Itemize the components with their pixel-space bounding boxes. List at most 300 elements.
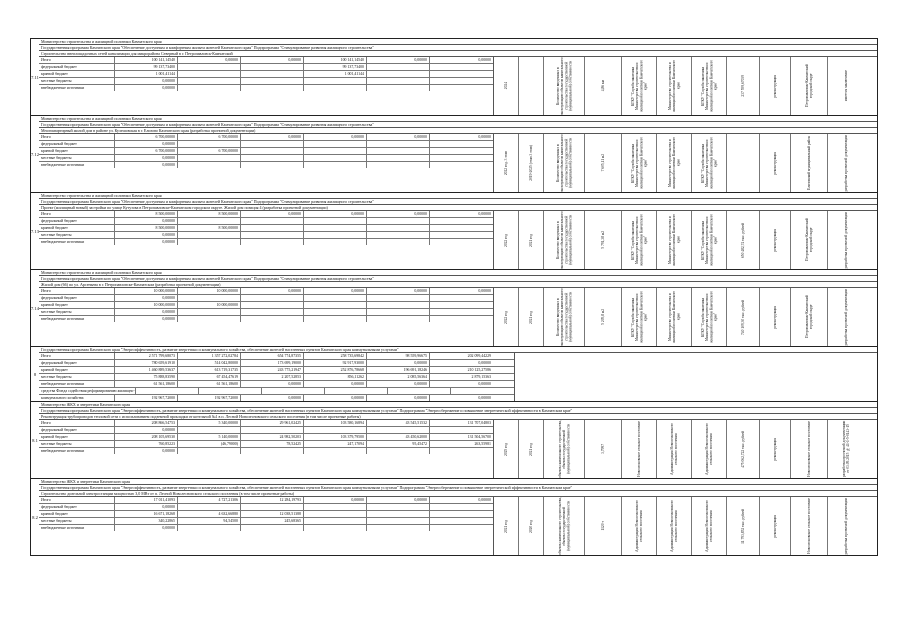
finance-row xyxy=(39,302,493,309)
finance-row xyxy=(39,511,493,518)
attribute-cell xyxy=(622,211,657,269)
finance-row xyxy=(39,134,493,141)
finance-value xyxy=(178,309,241,315)
attribute-text: разработка проектной документации xyxy=(843,288,848,346)
attribute-cell xyxy=(760,134,791,192)
finance-value: 2 085,56364 xyxy=(367,374,430,380)
block-header-line: Министерство ЖКХ и энергетики Камчатского края xyxy=(39,479,877,485)
finance-value: 8 500,00000 xyxy=(178,225,241,231)
attribute-text: Новолесновское сельское поселение xyxy=(636,421,641,477)
finance-value xyxy=(241,504,304,510)
attribute-cell xyxy=(760,288,791,346)
finance-row xyxy=(39,353,514,360)
finance-value: 0,00000 xyxy=(304,381,367,387)
attribute-text: 11 793,852 тыс. рублей xyxy=(740,508,745,544)
block-number: 7.11 xyxy=(31,74,39,80)
attribute-cell xyxy=(791,497,828,555)
attribute-text: Администрация Новолесновского сельского поселения xyxy=(669,423,678,475)
finance-value xyxy=(241,148,304,154)
finance-value: 0,00000 xyxy=(367,211,430,217)
finance-value: 0,00000 xyxy=(241,211,304,217)
finance-value: 0,00000 xyxy=(367,57,430,63)
finance-row xyxy=(39,360,514,367)
finance-value xyxy=(304,295,367,301)
finance-row xyxy=(39,295,493,302)
finance-value xyxy=(178,78,241,84)
finance-value: 0,00000 xyxy=(367,360,430,366)
block-header-line: Министерство строительства и жилищной политики Камчатского края xyxy=(39,116,877,122)
finance-value: 1 460 889,53637 xyxy=(115,367,178,373)
finance-row xyxy=(39,434,493,441)
finance-value xyxy=(367,316,430,322)
attribute-text: КГКУ "Служба заказчика Министерства строительства и жилищной политики Камчатского края" xyxy=(630,290,648,344)
finance-value xyxy=(241,155,304,161)
finance-row xyxy=(39,309,493,316)
finance-value xyxy=(241,85,304,91)
finance-source-label: внебюджетные источники xyxy=(39,448,115,454)
attribute-text: Елизовский муниципальный район xyxy=(806,136,811,190)
finance-value xyxy=(241,218,304,224)
finance-value: 10 000,00000 xyxy=(178,302,241,308)
finance-source-label: Итого xyxy=(39,211,115,217)
attribute-cell xyxy=(657,134,692,192)
block-header-line: Строительство дизельной электростанции мощностью 3,0 МВт от п. Лесной Новолесновского сельского поселения (в том числе проектные работы) xyxy=(39,491,877,497)
finance-value: 0,00000 xyxy=(115,232,178,238)
finance-value: (46,79000) xyxy=(178,441,241,447)
attribute-cell xyxy=(828,497,864,555)
attribute-cell xyxy=(585,288,622,346)
finance-value: 654 774,87355 xyxy=(241,353,304,359)
attribute-cell xyxy=(544,211,585,269)
finance-value xyxy=(430,218,493,224)
finance-row xyxy=(39,381,514,388)
program-block xyxy=(30,39,878,116)
attribute-cell xyxy=(828,134,864,192)
finance-value xyxy=(430,64,493,70)
attribute-cell xyxy=(622,288,657,346)
finance-value: 173 699,19000 xyxy=(241,360,304,366)
finance-value xyxy=(304,141,367,147)
finance-value: 0,00000 xyxy=(241,288,304,294)
finance-value xyxy=(178,448,241,454)
finance-row xyxy=(39,64,493,71)
finance-row xyxy=(39,288,493,295)
finance-value: 613 719,31735 xyxy=(178,367,241,373)
finance-value xyxy=(430,518,493,524)
finance-row xyxy=(39,218,493,225)
attribute-cell xyxy=(585,211,622,269)
finance-source-label: федеральный бюджет xyxy=(39,504,115,510)
finance-row xyxy=(39,148,493,155)
finance-value: 0,00000 xyxy=(304,288,367,294)
attribute-cell xyxy=(494,288,519,346)
finance-value: 0,00000 xyxy=(367,134,430,140)
program-block xyxy=(30,479,878,556)
attribute-text: Администрация Новолесновского сельского поселения xyxy=(634,500,643,552)
finance-value: 2 879,15363 xyxy=(471,375,491,379)
finance-value: 2 571 799,68073 xyxy=(115,353,178,359)
attribute-cell xyxy=(585,57,622,115)
finance-value xyxy=(430,309,493,315)
attribute-cell xyxy=(692,288,727,346)
finance-source-label: Итого xyxy=(39,57,115,63)
finance-value xyxy=(304,239,367,245)
finance-value: 0,00000 xyxy=(478,212,491,216)
finance-value: 0,00000 xyxy=(115,239,178,245)
finance-value xyxy=(367,504,430,510)
finance-value xyxy=(304,225,367,231)
finance-source-label: местные бюджеты xyxy=(39,441,115,447)
finance-value: 5 340,00000 xyxy=(178,420,241,426)
finance-value xyxy=(430,525,493,531)
attribute-cell xyxy=(494,134,519,192)
attribute-text: 5 791,38 м2 xyxy=(600,231,605,249)
finance-value xyxy=(430,85,493,91)
finance-value: 0,00000 xyxy=(478,361,491,365)
attribute-text: реконструкция xyxy=(772,151,777,175)
finance-value: 0,00000 xyxy=(304,395,367,401)
finance-value: 78,52425 xyxy=(241,441,304,447)
finance-value: 0,00000 xyxy=(304,134,367,140)
finance-value xyxy=(241,295,304,301)
block-header-line: Министерство строительства и жилищной политики Камчатского края xyxy=(39,270,877,276)
attribute-text: 5 205,8 м2 xyxy=(600,309,605,325)
finance-value: 192 967,72000 xyxy=(115,395,178,401)
attribute-cell xyxy=(519,497,544,555)
finance-value: 245,68365 xyxy=(241,518,304,524)
attribute-text: 2020 год xyxy=(528,519,533,533)
finance-value xyxy=(367,525,430,531)
finance-value xyxy=(367,148,430,154)
finance-value xyxy=(304,302,367,308)
finance-source-label: Итого xyxy=(39,288,115,294)
finance-value: 8 500,00000 xyxy=(115,225,178,231)
finance-value xyxy=(178,218,241,224)
attribute-text: 2022 год xyxy=(503,233,508,247)
finance-value xyxy=(430,155,493,161)
attribute-cell xyxy=(544,288,585,346)
program-table xyxy=(30,38,878,556)
finance-row xyxy=(39,518,493,525)
attribute-text: 4,86 км xyxy=(600,80,605,92)
program-block xyxy=(30,402,878,479)
finance-value xyxy=(367,232,430,238)
finance-value xyxy=(241,162,304,168)
attribute-cell xyxy=(519,211,544,269)
finance-value: 10 000,00000 xyxy=(178,288,241,294)
attribute-text: разработка проектной документации от 03.09.2015 № 41-1-5-0143-15 xyxy=(841,420,850,478)
finance-value xyxy=(178,141,241,147)
attribute-cell xyxy=(585,420,622,478)
attribute-text: 2021 год xyxy=(528,442,533,456)
finance-source-label: местные бюджеты xyxy=(39,309,115,315)
finance-value: 6 700,00000 xyxy=(178,134,241,140)
attribute-text: КГКУ "Служба заказчика Министерства строительства и жилищной политики Камчатского края" xyxy=(700,290,718,344)
attribute-cell xyxy=(657,420,692,478)
attribute-text: реконструкция xyxy=(772,514,777,538)
finance-value xyxy=(304,148,367,154)
finance-row xyxy=(39,448,493,454)
finance-value: 1 001,41144 xyxy=(115,71,178,77)
finance-source-label: краевой бюджет xyxy=(39,434,115,440)
finance-value xyxy=(241,71,304,77)
finance-value: 0,00000 xyxy=(115,504,178,510)
finance-row xyxy=(39,225,493,232)
finance-value: 6 700,00000 xyxy=(178,148,241,154)
finance-value xyxy=(178,64,241,70)
finance-source-label: федеральный бюджет xyxy=(39,360,115,366)
finance-value: 94,54500 xyxy=(178,518,241,524)
finance-source-label: коммунального хозяйства xyxy=(39,395,115,401)
attribute-cell xyxy=(791,134,828,192)
finance-value xyxy=(241,525,304,531)
finance-value: 43 545,51532 xyxy=(367,420,430,426)
attribute-text: Петропавловск-Камчатский городской округ xyxy=(804,64,813,108)
block-number: 7.13 xyxy=(30,228,40,234)
attribute-text: КГКУ "Служба заказчика Министерства строительства и жилищной политики Камчатского края" xyxy=(700,136,718,190)
finance-row xyxy=(39,316,493,322)
program-block xyxy=(30,116,878,193)
attribute-text: Администрация Новолесновского сельского поселения xyxy=(669,500,678,552)
finance-value xyxy=(430,162,493,168)
finance-value: 10 000,00000 xyxy=(115,302,178,308)
finance-value xyxy=(367,302,430,308)
finance-value xyxy=(367,239,430,245)
finance-value: 92 917,93000 xyxy=(304,360,367,366)
finance-value xyxy=(178,162,241,168)
finance-value: 8 500,00000 xyxy=(115,211,178,217)
finance-value: 340,22865 xyxy=(115,518,178,524)
finance-value: 6 700,00000 xyxy=(115,148,178,154)
finance-value xyxy=(430,225,493,231)
attribute-cell xyxy=(544,420,585,478)
finance-source-label: местные бюджеты xyxy=(39,232,115,238)
attribute-cell xyxy=(519,57,544,115)
attribute-cell xyxy=(828,288,864,346)
attribute-text: Количество введенных в эксплуатацию объектов капитального строительства государственной (муниципальной) собственности xyxy=(555,134,573,192)
attribute-cell xyxy=(622,134,657,192)
finance-row xyxy=(39,232,493,239)
finance-value: 0,00000 xyxy=(178,57,241,63)
attribute-text: 2021 год xyxy=(503,519,508,533)
block-number: 8 xyxy=(33,371,37,377)
finance-value: 258 735,69842 xyxy=(304,353,367,359)
attribute-text: КГКУ "Служба заказчика Министерства строительства и жилищной политики Камчатского края" xyxy=(630,136,648,190)
program-block xyxy=(30,270,878,347)
attribute-cell xyxy=(692,134,727,192)
finance-value: 16 671,18268 xyxy=(115,511,178,517)
attribute-cell xyxy=(585,134,622,192)
attribute-cell xyxy=(727,497,760,555)
finance-row xyxy=(39,367,514,374)
finance-source-label: федеральный бюджет xyxy=(39,295,115,301)
finance-value: 99 137,73400 xyxy=(115,64,178,70)
finance-value xyxy=(367,218,430,224)
finance-value: 210 125,27586 xyxy=(467,368,491,372)
finance-row xyxy=(39,525,493,531)
finance-value: 0,00000 xyxy=(478,396,491,400)
finance-value: 0,00000 xyxy=(478,498,491,502)
finance-source-label: внебюджетные источники xyxy=(39,381,115,387)
attribute-text: КГКУ "Служба заказчика Министерства строительства и жилищной политики Камчатского края" xyxy=(700,213,718,267)
finance-source-label: краевой бюджет xyxy=(39,367,115,373)
finance-value xyxy=(304,316,367,322)
finance-source-label: федеральный бюджет xyxy=(39,427,115,433)
finance-value: 95,45472 xyxy=(367,441,430,447)
finance-value: 0,00000 xyxy=(115,155,178,161)
finance-value: 4 727,21306 xyxy=(178,497,241,503)
finance-row xyxy=(39,427,493,434)
finance-value xyxy=(430,448,493,454)
attribute-text: объекты капитального строительства, объекты государственной (муниципальной) собственности xyxy=(557,497,571,555)
finance-source-label: Итого xyxy=(39,134,115,140)
attribute-text: 2024 xyxy=(503,82,508,90)
finance-value: 0,00000 xyxy=(241,381,304,387)
finance-value xyxy=(241,302,304,308)
finance-value xyxy=(178,295,241,301)
finance-row xyxy=(39,395,514,401)
finance-value xyxy=(430,511,493,517)
finance-value: 0,00000 xyxy=(115,309,178,315)
finance-value xyxy=(430,504,493,510)
finance-value: 780 659,61910 xyxy=(115,360,178,366)
finance-source-label: федеральный бюджет xyxy=(39,64,115,70)
attribute-text: разработка проектной документации xyxy=(843,497,848,555)
finance-value xyxy=(241,64,304,70)
attribute-text: Новолесновское сельское поселение xyxy=(806,498,811,554)
finance-value xyxy=(304,448,367,454)
finance-source-label: внебюджетные источники xyxy=(39,316,115,322)
finance-row xyxy=(39,420,493,427)
block-header-line: Государственная программа Камчатского края "Энергоэффективность, развитие энергетики и коммунального хозяйства, обеспечение жителей населенных пунктов Камчатского края коммунальными услугами" Подпрограмма "Энергосбережение и повышение энергетической эффективности в Камчатском крае" xyxy=(39,408,877,414)
finance-value: 0,00000 xyxy=(115,141,178,147)
attribute-cell xyxy=(828,211,864,269)
attribute-cell xyxy=(657,57,692,115)
finance-row xyxy=(39,441,493,448)
finance-source-label: федеральный бюджет xyxy=(39,141,115,147)
attribute-cell xyxy=(494,211,519,269)
attribute-cell xyxy=(519,288,544,346)
finance-value: 61 561,18600 xyxy=(178,381,241,387)
attribute-text: Администрация Новолесновского сельского поселения xyxy=(704,423,713,475)
finance-source-label: Итого xyxy=(39,420,115,426)
finance-source-label: краевой бюджет xyxy=(39,302,115,308)
attribute-cell xyxy=(692,211,727,269)
attribute-text: 2025 год xyxy=(503,442,508,456)
attribute-text: КГКУ "Служба заказчика Министерства строительства и жилищной политики Камчатского края" xyxy=(630,59,648,113)
attribute-cell xyxy=(519,134,544,192)
finance-value: 192 967,72000 xyxy=(178,395,241,401)
finance-value: 61 561,18600 xyxy=(115,381,178,387)
attribute-text: Новолесновское сельское поселение xyxy=(806,421,811,477)
finance-value xyxy=(367,141,430,147)
finance-value xyxy=(304,85,367,91)
finance-source-label: внебюджетные источники xyxy=(39,239,115,245)
finance-source-label: местные бюджеты xyxy=(39,155,115,161)
block-header-line: Государственная программа Камчатского края "Энергоэффективность, развитие энергетики и коммунального хозяйства, обеспечение жителей населенных пунктов Камчатского края коммунальными услугами" xyxy=(39,347,877,353)
finance-value xyxy=(241,316,304,322)
attribute-cell xyxy=(657,288,692,346)
block-header-line: Государственная программа Камчатского края "Энергоэффективность, развитие энергетики и коммунального хозяйства, обеспечение жителей населенных пунктов Камчатского края коммунальными услугами" Подпрограмма "Энергосбережение и повышение энергетической эффективности в Камчатском крае" xyxy=(39,485,877,491)
finance-value: 98 559,96675 xyxy=(367,353,430,359)
attribute-text: 2021 год xyxy=(528,310,533,324)
finance-value: 0,00000 xyxy=(367,288,430,294)
block-number: 7.12 xyxy=(30,151,40,157)
finance-source-label: Итого xyxy=(39,353,115,359)
attribute-text: 7 605,11 м2 xyxy=(600,154,605,172)
finance-value xyxy=(367,64,430,70)
finance-value: 0,00000 xyxy=(304,497,367,503)
finance-value xyxy=(388,388,451,394)
finance-row xyxy=(39,78,493,85)
finance-value xyxy=(304,155,367,161)
finance-value: 12 284,19793 xyxy=(241,497,304,503)
finance-value: 1 357 272,02784 xyxy=(178,353,241,359)
attribute-text: 2019-2025 (этап 3 этап) xyxy=(528,145,533,181)
finance-value xyxy=(304,218,367,224)
attribute-text: разработка проектной документации xyxy=(843,134,848,192)
finance-value xyxy=(241,427,304,433)
finance-value: 131 504,56700 xyxy=(467,435,491,439)
finance-value: 0,00000 xyxy=(115,218,178,224)
attribute-text: 2022 год. 3 этап xyxy=(503,150,508,176)
block-header-line: Государственная программа Камчатского края "Обеспечение доступным и комфортным жильем жителей Камчатского края" Подпрограмма "Стимулирование развития жилищного строительства" xyxy=(39,276,877,282)
attribute-cell xyxy=(760,497,791,555)
block-number: 8.2 xyxy=(32,514,38,520)
attribute-text: 237 559,67039 xyxy=(740,75,745,97)
finance-value: 4 632,66880 xyxy=(178,511,241,517)
block-header-line: Министерство строительства и жилищной политики Камчатского края xyxy=(39,193,877,199)
attribute-text: реконструкция xyxy=(772,305,777,329)
finance-value xyxy=(367,518,430,524)
block-header-line: Государственная программа Камчатского края "Обеспечение доступным и комфортным жильем жителей Камчатского края" Подпрограмма "Стимулирование развития жилищного строительства" xyxy=(39,199,877,205)
finance-value xyxy=(178,85,241,91)
attribute-cell xyxy=(692,420,727,478)
finance-value xyxy=(367,511,430,517)
attribute-text: Министерство строительства и жилищной политики Камчатского края xyxy=(667,213,681,267)
program-block xyxy=(30,193,878,270)
finance-value: 0,00000 xyxy=(478,58,491,62)
finance-value xyxy=(241,78,304,84)
attribute-cell xyxy=(657,211,692,269)
attribute-text: 740 109,30 тыс. рублей xyxy=(740,299,745,335)
finance-value: 0,00000 xyxy=(478,289,491,293)
finance-value xyxy=(367,85,430,91)
attribute-cell xyxy=(585,497,622,555)
attribute-text: 650 482,74 тыс. рублей xyxy=(740,222,745,258)
finance-source-label: краевой бюджет xyxy=(39,225,115,231)
finance-value xyxy=(304,309,367,315)
finance-value xyxy=(430,78,493,84)
attribute-cell xyxy=(494,420,519,478)
finance-value xyxy=(367,162,430,168)
finance-value: 17 011,41093 xyxy=(115,497,178,503)
finance-row xyxy=(39,71,493,78)
attribute-text: Петропавловск-Камчатский городской округ xyxy=(804,295,813,339)
finance-source-label: местные бюджеты xyxy=(39,518,115,524)
finance-value xyxy=(178,504,241,510)
attribute-text: Министерство строительства и жилищной политики Камчатского края xyxy=(667,59,681,113)
finance-value: 0,00000 xyxy=(115,85,178,91)
finance-value: 0,00000 xyxy=(304,211,367,217)
attribute-cell xyxy=(692,497,727,555)
attribute-cell xyxy=(544,497,585,555)
finance-value xyxy=(136,388,199,394)
finance-source-label: средства Фонда содействия реформированию жилищно- xyxy=(41,389,135,393)
attribute-text: реконструкция xyxy=(772,228,777,252)
attribute-cell xyxy=(791,57,828,115)
finance-value: 0,00000 xyxy=(115,316,178,322)
